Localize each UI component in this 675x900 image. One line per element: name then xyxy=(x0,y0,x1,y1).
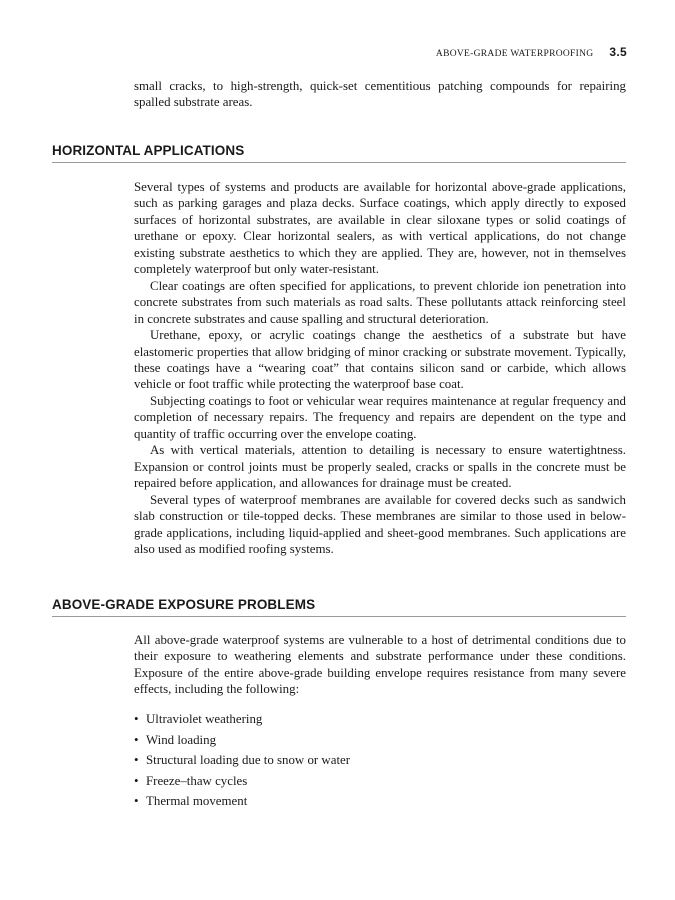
section-body-horizontal-applications xyxy=(134,179,626,557)
bullet-icon: • xyxy=(134,732,139,747)
list-item-text: Ultraviolet weathering xyxy=(146,712,263,726)
paragraph: small cracks, to high-strength, quick-set cementitious patching compounds for repairing spalled substrate areas. xyxy=(134,79,626,110)
list-item xyxy=(134,709,350,730)
paragraph: All above-grade waterproof systems are vulnerable to a host of detrimental conditions due to their exposure to weathering elements and substrate performance under these conditions. Exposure of the entire above-grade building envelope requires resistance from many severe effects, including the following: xyxy=(134,633,626,697)
intro-paragraph xyxy=(134,78,626,111)
bullet-icon: • xyxy=(134,794,139,808)
bullet-icon: • xyxy=(134,712,139,726)
page-number: 3.5 xyxy=(609,45,627,59)
list-item xyxy=(134,730,350,751)
paragraph: Several types of waterproof membranes are available for covered decks such as sandwich slab construction or tile-topped decks. These membranes are similar to those used in below-grade applications, including liquid-applied and sheet-good membranes. Such applications are also used as modified roofing systems. xyxy=(134,492,626,556)
bullet-icon: • xyxy=(134,773,139,788)
paragraph: Urethane, epoxy, or acrylic coatings change the aesthetics of a substrate but have elastomeric properties that allow bridging of minor cracking or substrate movement. Typically, these coatings have a “wearing coat” that contains silicon sand or carbide, which allows vehicle or foot traffic while protecting the waterproof base coat. xyxy=(134,328,626,392)
list-item xyxy=(134,791,350,812)
section-heading-horizontal-applications: HORIZONTAL APPLICATIONS xyxy=(52,143,626,163)
paragraph: Several types of systems and products are available for horizontal above-grade applications, such as parking garages and plaza decks. Surface coatings, which apply directly to exposed surfaces of horizontal substrates, are available in clear siloxane types or solid coatings of urethane or epoxy. Clear horizontal sealers, as with vertical applications, do not change existing substrate aesthetics to which they are applied. They are, however, not in themselves completely waterproof but only water-resistant. xyxy=(134,180,626,277)
section-body-above-grade-exposure-problems xyxy=(134,632,626,698)
list-item xyxy=(134,750,350,771)
paragraph: Clear coatings are often specified for applications, to prevent chloride ion penetration into concrete substrates from such materials as road salts. These pollutants attack reinforcing steel in concrete substrates and cause spalling and structural deterioration. xyxy=(134,278,626,326)
list-item-text: Wind loading xyxy=(146,732,217,747)
list-item-text: Freeze–thaw cycles xyxy=(146,773,248,788)
list-item xyxy=(134,771,350,792)
list-item-text: Thermal movement xyxy=(146,794,248,808)
bullet-list xyxy=(134,709,350,812)
bullet-icon: • xyxy=(134,753,139,767)
paragraph: As with vertical materials, attention to detailing is necessary to ensure watertightness. Expansion or control joints must be properly sealed, cracks or spalls in the concrete must be repaired before application, and allowances for drainage must be created. xyxy=(134,443,626,491)
list-item-text: Structural loading due to snow or water xyxy=(146,753,351,767)
paragraph: Subjecting coatings to foot or vehicular wear requires maintenance at regular frequency and completion of necessary repairs. The frequency and repairs are dependent on the type and quantity of traffic occurring over the envelope coating. xyxy=(134,393,626,441)
running-title: ABOVE-GRADE WATERPROOFING xyxy=(435,49,594,59)
section-heading-above-grade-exposure-problems: ABOVE-GRADE EXPOSURE PROBLEMS xyxy=(52,597,626,617)
running-header xyxy=(436,45,627,59)
